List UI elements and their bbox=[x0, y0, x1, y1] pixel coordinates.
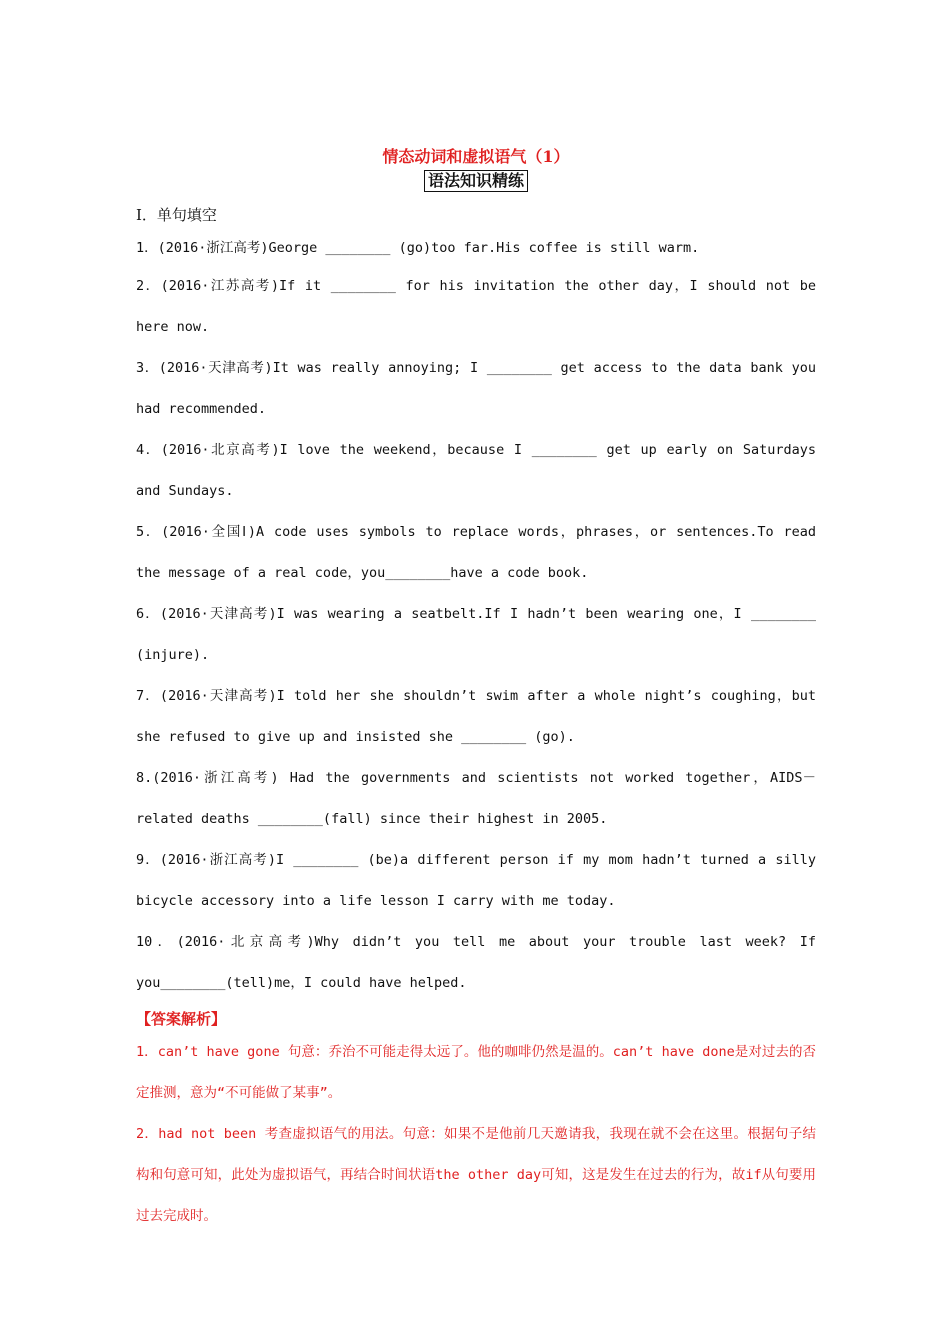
document-page bbox=[136, 140, 816, 1237]
answer-heading: 【答案解析】 bbox=[136, 1010, 227, 1028]
document-title: 情态动词和虚拟语气（1） bbox=[382, 147, 570, 166]
question-9: 9．(2016·浙江高考)I ________ (be)a different person if my mom hadn’t turned a silly bicycle accessory into a life lesson I carry with me today. bbox=[136, 852, 816, 909]
question-5: 5．(2016·全国Ⅰ)A code uses symbols to replace words，phrases，or sentences.To read the message of a real code，you________have a code book. bbox=[136, 524, 816, 581]
question-6: 6．(2016·天津高考)I was wearing a seatbelt.If I hadn’t been wearing one，I ________ (injure). bbox=[136, 606, 816, 663]
answer-1: 1．can’t have gone 句意：乔治不可能走得太远了。他的咖啡仍然是温的。can’t have done是对过去的否定推测，意为“不可能做了某事”。 bbox=[136, 1044, 816, 1101]
document-subtitle: 语法知识精练 bbox=[424, 170, 528, 192]
question-10: 10．(2016·北京高考)Why didn’t you tell me about your trouble last week? If you________(tell)me，I could have helped. bbox=[136, 934, 816, 991]
section-heading: I．单句填空 bbox=[136, 206, 217, 224]
question-4: 4．(2016·北京高考)I love the weekend，because I ________ get up early on Saturdays and Sundays. bbox=[136, 442, 816, 499]
subtitle-wrapper bbox=[136, 170, 816, 192]
question-1: 1．(2016·浙江高考)George ________ (go)too far.His coffee is still warm. bbox=[136, 240, 700, 256]
question-2: 2．(2016·江苏高考)If it ________ for his invitation the other day，I should not be here now. bbox=[136, 278, 816, 335]
question-7: 7．(2016·天津高考)I told her she shouldn’t swim after a whole night’s coughing，but she refused to give up and insisted she ________ (go). bbox=[136, 688, 816, 745]
question-3: 3．(2016·天津高考)It was really annoying; I ________ get access to the data bank you had recommended. bbox=[136, 360, 816, 417]
answer-2: 2．had not been 考查虚拟语气的用法。句意：如果不是他前几天邀请我，我现在就不会在这里。根据句子结构和句意可知，此处为虚拟语气，再结合时间状语the other day可知，这是发生在过去的行为，故if从句要用过去完成时。 bbox=[136, 1126, 816, 1224]
question-8: 8.(2016·浙江高考) Had the governments and scientists not worked together，AIDS－related deaths ________(fall) since their highest in 2005. bbox=[136, 770, 816, 827]
